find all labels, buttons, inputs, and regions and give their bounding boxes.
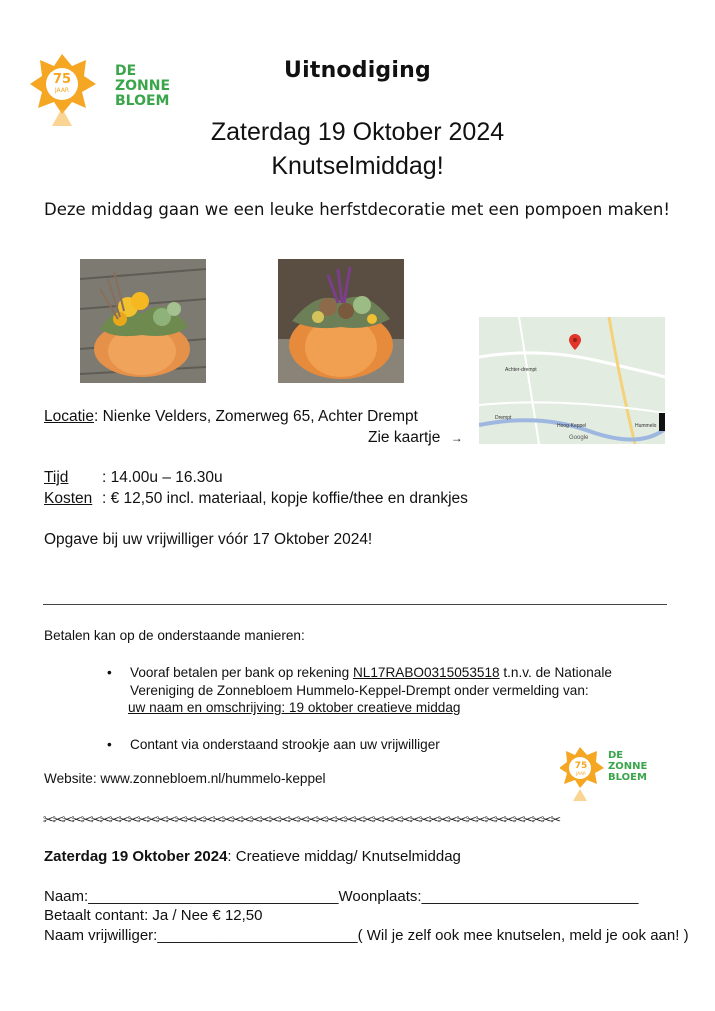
cost-line [44, 490, 468, 508]
volunteer-label: Naam vrijwilliger: [44, 927, 158, 944]
residence-field[interactable]: __________________________ [421, 888, 639, 905]
logo-small-text-1: DE [608, 750, 624, 761]
location-map[interactable] [479, 317, 665, 444]
location-value: : Nienke Velders, Zomerweg 65, Achter Drempt [93, 408, 418, 425]
logo-text-1: DE [115, 63, 137, 79]
map-google-label: Google [569, 435, 589, 441]
payment-bank-line1 [130, 665, 612, 680]
pumpkin-photo-1 [80, 259, 206, 383]
intro-text: Deze middag gaan we een leuke herfstdecoratie met een pompoen maken! [44, 200, 670, 219]
logo-badge-word: JAAR [54, 87, 70, 94]
volunteer-field[interactable]: ________________________ [157, 927, 358, 944]
location-line [44, 408, 418, 426]
logo-text-2: ZONNE [115, 78, 171, 94]
divider [43, 604, 667, 605]
slip-heading-rest: : Creatieve middag/ Knutselmiddag [227, 848, 461, 865]
logo-small-text-3: BLOEM [608, 772, 647, 783]
map-label-drempt: Drempt [495, 415, 512, 421]
location-label: Locatie [44, 408, 94, 425]
see-map-text: Zie kaartje [368, 429, 441, 446]
bullet-dot: • [107, 665, 112, 680]
volunteer-note: ( Wil je zelf ook mee knutselen, meld je ook aan! ) [357, 927, 689, 944]
map-label-hummelo: Hummelo [635, 423, 657, 429]
slip-heading-date: Zaterdag 19 Oktober 2024 [44, 848, 228, 865]
name-field[interactable]: ______________________________ [88, 888, 339, 905]
cost-value: : € 12,50 incl. materiaal, kopje koffie/thee en drankjes [102, 490, 468, 507]
iban-number: NL17RABO0315053518 [352, 665, 500, 680]
payment-heading: Betalen kan op de onderstaande manieren: [44, 628, 305, 643]
slip-heading [44, 848, 461, 865]
time-line [44, 469, 223, 487]
logo-text-3: BLOEM [115, 93, 170, 109]
time-value: : 14.00u – 16.30u [102, 469, 223, 486]
logo-badge-number: 75 [52, 72, 72, 87]
event-name: Knutselmiddag! [271, 152, 444, 180]
logo-small-text-2: ZONNE [608, 761, 648, 772]
map-pin-icon [569, 334, 581, 350]
see-map-line [368, 429, 463, 447]
residence-label: Woonplaats: [338, 888, 422, 905]
bullet-dot: • [107, 737, 112, 752]
event-date: Zaterdag 19 Oktober 2024 [210, 118, 505, 146]
map-label-achterdrempt: Achter-drempt [505, 367, 537, 373]
website-line: Website: www.zonnebloem.nl/hummelo-keppel [44, 771, 326, 786]
name-label: Naam: [44, 888, 89, 905]
arrow-right-icon: → [450, 431, 463, 445]
time-label: Tijd [44, 469, 69, 486]
cost-label: Kosten [44, 490, 93, 507]
logo-small-badge-word: JAAR [576, 771, 586, 776]
cut-line: ✂✂✂✂✂✂✂✂✂✂✂✂✂✂✂✂✂✂✂✂✂✂✂✂✂✂✂✂✂✂✂✂✂✂✂✂✂✂✂✂✂✂✂✂✂✂✂✂✂✂✂✂✂✂✂ [43, 812, 560, 827]
zonnebloem-logo-small [560, 745, 660, 803]
cash-line: Betaalt contant: Ja / Nee € 12,50 [44, 907, 263, 924]
name-field-line [44, 888, 638, 905]
map-label-hoog-keppel: Hoog-Keppel [557, 423, 587, 429]
page-title: Uitnodiging [284, 58, 431, 83]
signup-text: Opgave bij uw vrijwilliger vóór 17 Oktober 2024! [44, 531, 373, 548]
payment-bank-line3: uw naam en omschrijving: 19 oktober creatieve middag [128, 700, 461, 715]
payment-bank-line2: Vereniging de Zonnebloem Hummelo-Keppel-Drempt onder vermelding van: [130, 683, 589, 698]
bank-text-post: t.n.v. de Nationale [499, 665, 612, 680]
logo-small-badge-number: 75 [574, 761, 588, 771]
pumpkin-photo-2 [278, 259, 404, 383]
payment-cash: Contant via onderstaand strookje aan uw vrijwilliger [130, 737, 440, 752]
bank-text-pre: Vooraf betalen per bank op rekening [130, 665, 353, 680]
volunteer-line [44, 927, 689, 944]
